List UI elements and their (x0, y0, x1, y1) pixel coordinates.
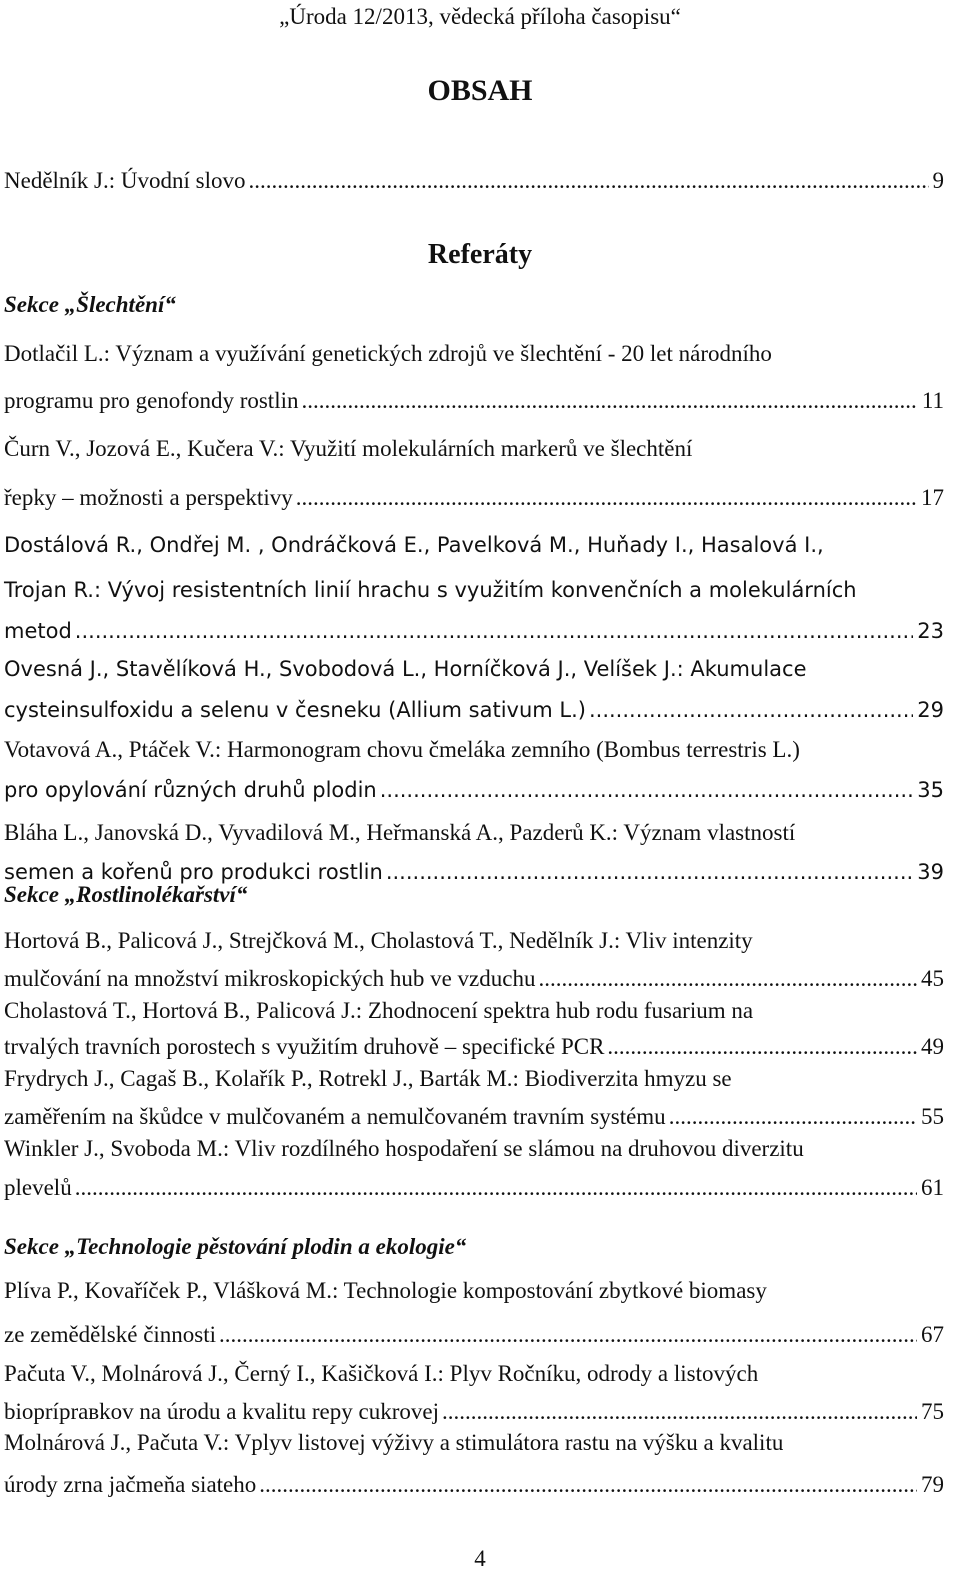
leader-dots (249, 168, 929, 194)
leader-dots (607, 1034, 917, 1060)
toc-page-number: 17 (921, 485, 944, 510)
toc-page-number: 49 (921, 1034, 944, 1059)
leader-dots (589, 698, 913, 722)
leader-dots (219, 1322, 917, 1348)
toc-entry-text: úrody zrna jačmeňa siateho (4, 1472, 257, 1497)
toc-entry-line[interactable]: Frydrych J., Cagaš B., Kolařík P., Rotrekl J., Barták M.: Biodiverzita hmyzu se (4, 1066, 732, 1091)
leader-dots (75, 619, 913, 643)
toc-entry-text: mulčování na množství mikroskopických hub ve vzduchu (4, 966, 536, 991)
toc-entry[interactable] (4, 388, 944, 414)
leader-dots (538, 966, 917, 992)
page-number: 4 (474, 1546, 486, 1571)
toc-page-number: 35 (917, 778, 944, 802)
toc-page-number: 29 (917, 698, 944, 722)
toc-entry-line[interactable]: Dostálová R., Ondřej M. , Ondráčková E., Pavelková M., Huňady I., Hasalová I., (4, 533, 824, 557)
toc-entry-line[interactable]: Pačuta V., Molnárová J., Černý I., Kašičková I.: Plyv Ročníku, odrody a listových (4, 1361, 759, 1386)
toc-entry-line[interactable]: Molnárová J., Pačuta V.: Vplyv listovej výživy a stimulátora rastu na výšku a kvalitu (4, 1430, 784, 1455)
toc-entry[interactable] (4, 860, 944, 884)
toc-page-number: 23 (917, 619, 944, 643)
toc-page-number: 45 (921, 966, 944, 991)
toc-entry-text: pro opylování různých druhů plodin (4, 778, 377, 802)
toc-page-number: 9 (932, 168, 944, 193)
toc-entry-line[interactable]: Trojan R.: Vývoj resistentních linií hrachu s využitím konvenčních a molekulárních (4, 578, 857, 602)
section-label: Sekce „Rostlinolékařství“ (4, 882, 248, 907)
toc-page-number: 67 (921, 1322, 944, 1347)
page-title: OBSAH (427, 74, 533, 107)
toc-entry-line[interactable]: Bláha L., Janovská D., Vyvadilová M., Heřmanská A., Pazderů K.: Význam vlastností (4, 820, 796, 845)
toc-entry[interactable] (4, 168, 944, 194)
toc-entry[interactable] (4, 966, 944, 992)
toc-entry-line[interactable]: Čurn V., Jozová E., Kučera V.: Využití molekulárních markerů ve šlechtění (4, 436, 693, 461)
toc-entry-text: semen a kořenů pro produkci rostlin (4, 860, 383, 884)
toc-entry-line[interactable]: Plíva P., Kovaříček P., Vlášková M.: Technologie kompostování zbytkové biomasy (4, 1278, 767, 1303)
toc-entry[interactable] (4, 1472, 944, 1498)
toc-entry[interactable] (4, 778, 944, 802)
leader-dots (301, 388, 917, 414)
toc-entry[interactable] (4, 1104, 944, 1130)
toc-entry-text: ze zemědělské činnosti (4, 1322, 217, 1347)
toc-page-number: 55 (921, 1104, 944, 1129)
toc-entry-line[interactable]: Ovesná J., Stavělíková H., Svobodová L., Horníčková J., Velíšek J.: Akumulace (4, 657, 807, 681)
leader-dots (296, 485, 917, 511)
toc-entry-line[interactable]: Votavová A., Ptáček V.: Harmonogram chovu čmeláka zemního (Bombus terrestris L.) (4, 737, 800, 762)
toc-entry-text: metod (4, 619, 72, 643)
toc-entry-text: řepky – možnosti a perspektivy (4, 485, 293, 510)
toc-entry-text: programu pro genofondy rostlin (4, 388, 299, 413)
section-label: Sekce „Technologie pěstování plodin a ekologie“ (4, 1234, 467, 1259)
section-label: Sekce „Šlechtění“ (4, 292, 176, 317)
toc-entry-text: biopríprавkov na úrodu a kvalitu repy cukrovej (4, 1399, 439, 1424)
leader-dots (669, 1104, 917, 1130)
toc-page-number: 61 (921, 1175, 944, 1200)
toc-entry[interactable] (4, 1322, 944, 1348)
toc-page-number: 11 (921, 388, 944, 413)
toc-entry[interactable] (4, 1175, 944, 1201)
toc-entry-text: trvalých travních porostech s využitím druhově – specifické PCR (4, 1034, 605, 1059)
toc-entry[interactable] (4, 1399, 944, 1425)
toc-entry-line[interactable]: Dotlačil L.: Význam a využívání genetických zdrojů ve šlechtění - 20 let národního (4, 341, 772, 366)
toc-entry[interactable] (4, 485, 944, 511)
leader-dots (442, 1399, 917, 1425)
leader-dots (380, 778, 914, 802)
toc-page-number: 79 (921, 1472, 944, 1497)
leader-dots (386, 860, 913, 884)
toc-entry-text: Nedělník J.: Úvodní slovo (4, 168, 246, 193)
toc-entry-line[interactable]: Winkler J., Svoboda M.: Vliv rozdílného hospodaření se slámou na druhovou diverzitu (4, 1136, 804, 1161)
toc-entry-text: zaměřením na škůdce v mulčovaném a nemulčovaném travním systému (4, 1104, 666, 1129)
toc-entry[interactable] (4, 698, 944, 722)
toc-page-number: 39 (917, 860, 944, 884)
running-header: „Úroda 12/2013, vědecká příloha časopisu“ (279, 4, 681, 29)
toc-entry[interactable] (4, 1034, 944, 1060)
section-heading: Referáty (427, 239, 533, 270)
toc-entry-text: plevelů (4, 1175, 72, 1200)
leader-dots (259, 1472, 917, 1498)
leader-dots (75, 1175, 917, 1201)
toc-entry[interactable] (4, 619, 944, 643)
toc-entry-line[interactable]: Hortová B., Palicová J., Strejčková M., Cholastová T., Nedělník J.: Vliv intenzity (4, 928, 753, 953)
toc-entry-text: cysteinsulfoxidu a selenu v česneku (Allium sativum L.) (4, 698, 586, 722)
toc-page-number: 75 (921, 1399, 944, 1424)
toc-entry-line[interactable]: Cholastová T., Hortová B., Palicová J.: Zhodnocení spektra hub rodu fusarium na (4, 998, 754, 1023)
